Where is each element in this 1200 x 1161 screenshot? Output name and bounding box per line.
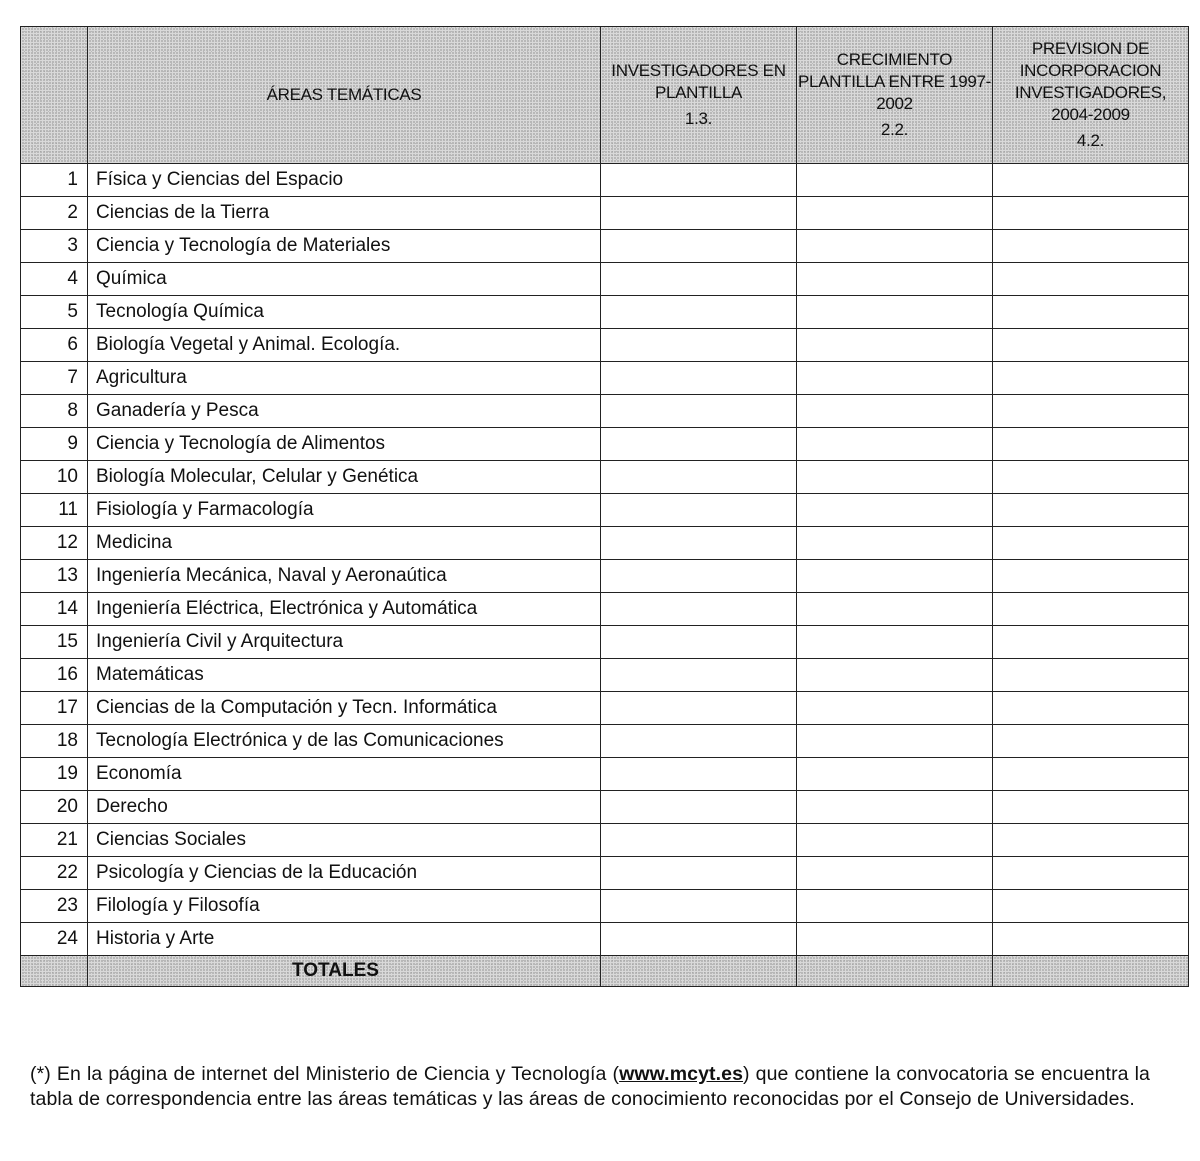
investigadores-cell[interactable] bbox=[601, 362, 797, 395]
header-number-cell bbox=[21, 27, 88, 164]
totals-crecimiento-cell[interactable] bbox=[797, 956, 993, 987]
row-number: 8 bbox=[21, 395, 88, 428]
footnote-text-after: ) que contiene la convocatoria se encuentra la tabla de correspondencia entre las áreas temáticas y las áreas de conocimiento reconocidas por el Consejo de Universidades. bbox=[30, 1063, 1150, 1110]
row-number: 13 bbox=[21, 560, 88, 593]
crecimiento-cell[interactable] bbox=[797, 725, 993, 758]
prevision-cell[interactable] bbox=[993, 824, 1189, 857]
crecimiento-cell[interactable] bbox=[797, 890, 993, 923]
investigadores-cell[interactable] bbox=[601, 296, 797, 329]
prevision-cell[interactable] bbox=[993, 890, 1189, 923]
crecimiento-cell[interactable] bbox=[797, 923, 993, 956]
row-number: 6 bbox=[21, 329, 88, 362]
table-row bbox=[21, 758, 1189, 791]
table-row bbox=[21, 164, 1189, 197]
table-row bbox=[21, 659, 1189, 692]
table-row bbox=[21, 428, 1189, 461]
investigadores-cell[interactable] bbox=[601, 758, 797, 791]
prevision-cell[interactable] bbox=[993, 494, 1189, 527]
crecimiento-cell[interactable] bbox=[797, 461, 993, 494]
investigadores-cell[interactable] bbox=[601, 626, 797, 659]
row-number: 5 bbox=[21, 296, 88, 329]
area-name: Derecho bbox=[88, 791, 601, 824]
investigadores-cell[interactable] bbox=[601, 395, 797, 428]
row-number: 17 bbox=[21, 692, 88, 725]
header-areas bbox=[88, 27, 601, 164]
crecimiento-cell[interactable] bbox=[797, 329, 993, 362]
area-name: Química bbox=[88, 263, 601, 296]
crecimiento-cell[interactable] bbox=[797, 692, 993, 725]
table-row bbox=[21, 824, 1189, 857]
table-row bbox=[21, 593, 1189, 626]
prevision-cell[interactable] bbox=[993, 857, 1189, 890]
header-prevision-code: 4.2. bbox=[1076, 131, 1105, 150]
table-row bbox=[21, 890, 1189, 923]
table-row bbox=[21, 461, 1189, 494]
totals-label: TOTALES bbox=[88, 956, 601, 987]
crecimiento-cell[interactable] bbox=[797, 362, 993, 395]
table-row bbox=[21, 263, 1189, 296]
row-number: 15 bbox=[21, 626, 88, 659]
prevision-cell[interactable] bbox=[993, 329, 1189, 362]
header-areas-label: ÁREAS TEMÁTICAS bbox=[266, 85, 422, 104]
header-crecimiento-label: CRECIMIENTO PLANTILLA ENTRE 1997-2002 bbox=[797, 50, 992, 113]
table-row bbox=[21, 692, 1189, 725]
prevision-cell[interactable] bbox=[993, 923, 1189, 956]
investigadores-cell[interactable] bbox=[601, 329, 797, 362]
crecimiento-cell[interactable] bbox=[797, 659, 993, 692]
crecimiento-cell[interactable] bbox=[797, 296, 993, 329]
table-row bbox=[21, 923, 1189, 956]
area-name: Ganadería y Pesca bbox=[88, 395, 601, 428]
row-number: 16 bbox=[21, 659, 88, 692]
investigadores-cell[interactable] bbox=[601, 692, 797, 725]
header-row bbox=[21, 27, 1189, 164]
mcyt-website-link[interactable]: www.mcyt.es bbox=[619, 1063, 744, 1085]
prevision-cell[interactable] bbox=[993, 197, 1189, 230]
area-name: Filología y Filosofía bbox=[88, 890, 601, 923]
row-number: 23 bbox=[21, 890, 88, 923]
prevision-cell[interactable] bbox=[993, 758, 1189, 791]
crecimiento-cell[interactable] bbox=[797, 626, 993, 659]
investigadores-cell[interactable] bbox=[601, 230, 797, 263]
header-crecimiento-code: 2.2. bbox=[880, 120, 909, 139]
investigadores-cell[interactable] bbox=[601, 527, 797, 560]
footnote-text-before: (*) En la página de internet del Ministerio de Ciencia y Tecnología ( bbox=[30, 1063, 620, 1085]
investigadores-cell[interactable] bbox=[601, 263, 797, 296]
header-prevision bbox=[993, 27, 1189, 164]
prevision-cell[interactable] bbox=[993, 428, 1189, 461]
area-name: Economía bbox=[88, 758, 601, 791]
areas-tematicas-table bbox=[20, 26, 1189, 987]
area-name: Historia y Arte bbox=[88, 923, 601, 956]
prevision-cell[interactable] bbox=[993, 362, 1189, 395]
table-row bbox=[21, 560, 1189, 593]
row-number: 22 bbox=[21, 857, 88, 890]
row-number: 12 bbox=[21, 527, 88, 560]
header-investigadores bbox=[601, 27, 797, 164]
prevision-cell[interactable] bbox=[993, 263, 1189, 296]
area-name: Ciencia y Tecnología de Alimentos bbox=[88, 428, 601, 461]
crecimiento-cell[interactable] bbox=[797, 758, 993, 791]
prevision-cell[interactable] bbox=[993, 527, 1189, 560]
crecimiento-cell[interactable] bbox=[797, 560, 993, 593]
row-number: 14 bbox=[21, 593, 88, 626]
header-prevision-label: PREVISION DE INCORPORACION INVESTIGADORES, 2004-2009 bbox=[1014, 39, 1167, 124]
crecimiento-cell[interactable] bbox=[797, 857, 993, 890]
area-name: Ciencias Sociales bbox=[88, 824, 601, 857]
row-number: 10 bbox=[21, 461, 88, 494]
row-number: 11 bbox=[21, 494, 88, 527]
header-investigadores-label: INVESTIGADORES EN PLANTILLA bbox=[611, 61, 786, 102]
table-row bbox=[21, 296, 1189, 329]
area-name: Biología Vegetal y Animal. Ecología. bbox=[88, 329, 601, 362]
crecimiento-cell[interactable] bbox=[797, 593, 993, 626]
crecimiento-cell[interactable] bbox=[797, 527, 993, 560]
investigadores-cell[interactable] bbox=[601, 791, 797, 824]
investigadores-cell[interactable] bbox=[601, 824, 797, 857]
area-name: Física y Ciencias del Espacio bbox=[88, 164, 601, 197]
totals-investigadores-cell[interactable] bbox=[601, 956, 797, 987]
row-number: 4 bbox=[21, 263, 88, 296]
footnote bbox=[30, 1062, 1150, 1112]
table-row bbox=[21, 197, 1189, 230]
area-name: Ingeniería Civil y Arquitectura bbox=[88, 626, 601, 659]
investigadores-cell[interactable] bbox=[601, 560, 797, 593]
area-name: Fisiología y Farmacología bbox=[88, 494, 601, 527]
prevision-cell[interactable] bbox=[993, 296, 1189, 329]
row-number: 18 bbox=[21, 725, 88, 758]
header-crecimiento bbox=[797, 27, 993, 164]
crecimiento-cell[interactable] bbox=[797, 197, 993, 230]
crecimiento-cell[interactable] bbox=[797, 494, 993, 527]
investigadores-cell[interactable] bbox=[601, 593, 797, 626]
prevision-cell[interactable] bbox=[993, 791, 1189, 824]
row-number: 2 bbox=[21, 197, 88, 230]
totals-prevision-cell[interactable] bbox=[993, 956, 1189, 987]
area-name: Matemáticas bbox=[88, 659, 601, 692]
row-number: 21 bbox=[21, 824, 88, 857]
row-number: 3 bbox=[21, 230, 88, 263]
row-number: 20 bbox=[21, 791, 88, 824]
prevision-cell[interactable] bbox=[993, 395, 1189, 428]
prevision-cell[interactable] bbox=[993, 230, 1189, 263]
crecimiento-cell[interactable] bbox=[797, 230, 993, 263]
totals-number-cell bbox=[21, 956, 88, 987]
area-name: Ciencia y Tecnología de Materiales bbox=[88, 230, 601, 263]
area-name: Ciencias de la Tierra bbox=[88, 197, 601, 230]
area-name: Tecnología Química bbox=[88, 296, 601, 329]
table-row bbox=[21, 494, 1189, 527]
row-number: 7 bbox=[21, 362, 88, 395]
prevision-cell[interactable] bbox=[993, 659, 1189, 692]
crecimiento-cell[interactable] bbox=[797, 791, 993, 824]
prevision-cell[interactable] bbox=[993, 164, 1189, 197]
investigadores-cell[interactable] bbox=[601, 164, 797, 197]
row-number: 9 bbox=[21, 428, 88, 461]
row-number: 19 bbox=[21, 758, 88, 791]
prevision-cell[interactable] bbox=[993, 626, 1189, 659]
crecimiento-cell[interactable] bbox=[797, 164, 993, 197]
investigadores-cell[interactable] bbox=[601, 461, 797, 494]
prevision-cell[interactable] bbox=[993, 461, 1189, 494]
investigadores-cell[interactable] bbox=[601, 428, 797, 461]
investigadores-cell[interactable] bbox=[601, 923, 797, 956]
crecimiento-cell[interactable] bbox=[797, 824, 993, 857]
totals-row bbox=[21, 956, 1189, 987]
table-row bbox=[21, 329, 1189, 362]
area-name: Medicina bbox=[88, 527, 601, 560]
prevision-cell[interactable] bbox=[993, 725, 1189, 758]
header-investigadores-code: 1.3. bbox=[684, 109, 713, 128]
prevision-cell[interactable] bbox=[993, 593, 1189, 626]
crecimiento-cell[interactable] bbox=[797, 428, 993, 461]
prevision-cell[interactable] bbox=[993, 692, 1189, 725]
crecimiento-cell[interactable] bbox=[797, 395, 993, 428]
area-name: Tecnología Electrónica y de las Comunicaciones bbox=[88, 725, 601, 758]
prevision-cell[interactable] bbox=[993, 560, 1189, 593]
table-row bbox=[21, 527, 1189, 560]
table-row bbox=[21, 626, 1189, 659]
investigadores-cell[interactable] bbox=[601, 725, 797, 758]
area-name: Biología Molecular, Celular y Genética bbox=[88, 461, 601, 494]
investigadores-cell[interactable] bbox=[601, 890, 797, 923]
crecimiento-cell[interactable] bbox=[797, 263, 993, 296]
investigadores-cell[interactable] bbox=[601, 197, 797, 230]
area-name: Psicología y Ciencias de la Educación bbox=[88, 857, 601, 890]
table-row bbox=[21, 362, 1189, 395]
table-row bbox=[21, 857, 1189, 890]
table-row bbox=[21, 791, 1189, 824]
table-body bbox=[21, 164, 1189, 956]
area-name: Ciencias de la Computación y Tecn. Informática bbox=[88, 692, 601, 725]
table-row bbox=[21, 230, 1189, 263]
investigadores-cell[interactable] bbox=[601, 857, 797, 890]
area-name: Ingeniería Mecánica, Naval y Aeronaútica bbox=[88, 560, 601, 593]
row-number: 24 bbox=[21, 923, 88, 956]
investigadores-cell[interactable] bbox=[601, 494, 797, 527]
row-number: 1 bbox=[21, 164, 88, 197]
area-name: Agricultura bbox=[88, 362, 601, 395]
investigadores-cell[interactable] bbox=[601, 659, 797, 692]
table-row bbox=[21, 725, 1189, 758]
table-row bbox=[21, 395, 1189, 428]
area-name: Ingeniería Eléctrica, Electrónica y Automática bbox=[88, 593, 601, 626]
